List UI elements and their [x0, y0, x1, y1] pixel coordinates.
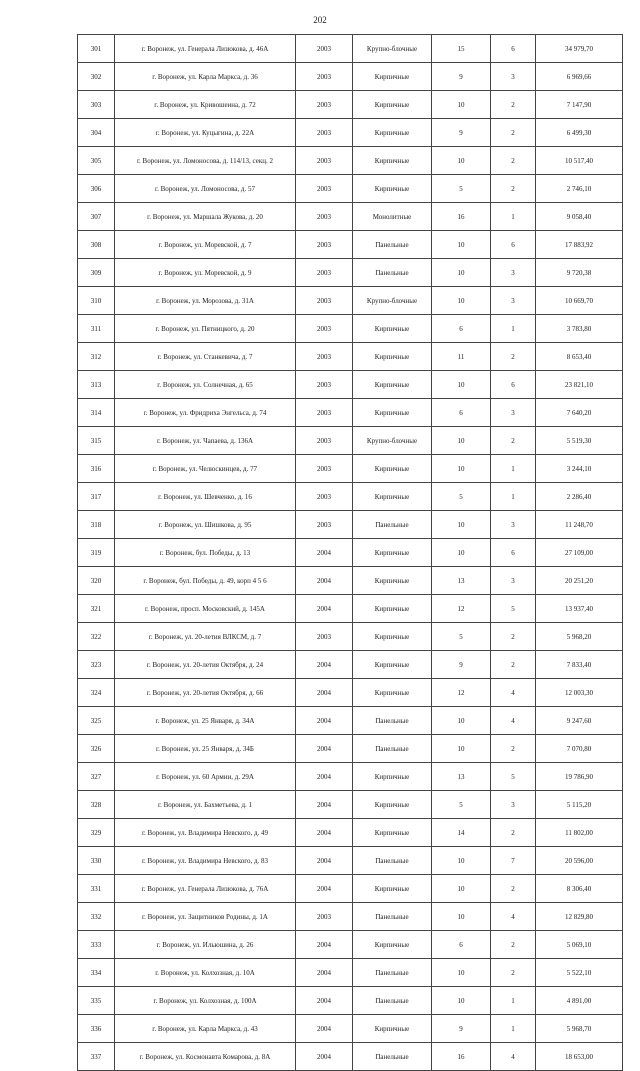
year-cell: 2003: [296, 63, 353, 91]
floors-cell: 9: [432, 1015, 491, 1043]
table-row: [78, 651, 623, 679]
row-number: 302: [78, 63, 115, 91]
table-row: [78, 987, 623, 1015]
row-number: 313: [78, 371, 115, 399]
entrances-cell: 7: [491, 847, 536, 875]
floors-cell: 6: [432, 931, 491, 959]
row-number: 309: [78, 259, 115, 287]
floors-cell: 10: [432, 987, 491, 1015]
table-row: [78, 679, 623, 707]
year-cell: 2003: [296, 119, 353, 147]
floors-cell: 13: [432, 567, 491, 595]
entrances-cell: 1: [491, 315, 536, 343]
area-cell: 9 058,40: [536, 203, 623, 231]
floors-cell: 10: [432, 147, 491, 175]
wall-material-cell: Панельные: [353, 1043, 432, 1071]
year-cell: 2004: [296, 539, 353, 567]
row-number: 335: [78, 987, 115, 1015]
floors-cell: 5: [432, 791, 491, 819]
address-cell: г. Воронеж, бул. Победы, д. 49, корп 4 5 6: [115, 567, 296, 595]
year-cell: 2003: [296, 399, 353, 427]
address-cell: г. Воронеж, ул. Чапаева, д. 136А: [115, 427, 296, 455]
row-number: 317: [78, 483, 115, 511]
entrances-cell: 6: [491, 231, 536, 259]
address-cell: г. Воронеж, ул. Владимира Невского, д. 83: [115, 847, 296, 875]
address-cell: г. Воронеж, просп. Московский, д. 145А: [115, 595, 296, 623]
entrances-cell: 2: [491, 819, 536, 847]
row-number: 326: [78, 735, 115, 763]
wall-material-cell: Панельные: [353, 903, 432, 931]
floors-cell: 10: [432, 371, 491, 399]
floors-cell: 5: [432, 483, 491, 511]
entrances-cell: 2: [491, 119, 536, 147]
year-cell: 2004: [296, 735, 353, 763]
year-cell: 2003: [296, 203, 353, 231]
entrances-cell: 3: [491, 399, 536, 427]
year-cell: 2004: [296, 651, 353, 679]
row-number: 312: [78, 343, 115, 371]
area-cell: 6 499,30: [536, 119, 623, 147]
area-cell: 5 968,20: [536, 623, 623, 651]
wall-material-cell: Панельные: [353, 259, 432, 287]
year-cell: 2003: [296, 371, 353, 399]
table-row: [78, 175, 623, 203]
wall-material-cell: Кирпичные: [353, 483, 432, 511]
address-cell: г. Воронеж, ул. Моревской, д. 7: [115, 231, 296, 259]
address-cell: г. Воронеж, ул. Шишкова, д. 95: [115, 511, 296, 539]
wall-material-cell: Кирпичные: [353, 623, 432, 651]
entrances-cell: 3: [491, 511, 536, 539]
floors-cell: 10: [432, 707, 491, 735]
address-cell: г. Воронеж, ул. Колхозная, д. 100А: [115, 987, 296, 1015]
table-row: [78, 147, 623, 175]
wall-material-cell: Кирпичные: [353, 595, 432, 623]
entrances-cell: 4: [491, 1043, 536, 1071]
address-cell: г. Воронеж, ул. Пятницкого, д. 20: [115, 315, 296, 343]
area-cell: 2 286,40: [536, 483, 623, 511]
wall-material-cell: Кирпичные: [353, 819, 432, 847]
row-number: 305: [78, 147, 115, 175]
area-cell: 17 883,92: [536, 231, 623, 259]
table-row: [78, 539, 623, 567]
year-cell: 2003: [296, 511, 353, 539]
area-cell: 13 937,40: [536, 595, 623, 623]
wall-material-cell: Кирпичные: [353, 455, 432, 483]
year-cell: 2004: [296, 791, 353, 819]
wall-material-cell: Панельные: [353, 707, 432, 735]
wall-material-cell: Панельные: [353, 847, 432, 875]
wall-material-cell: Кирпичные: [353, 119, 432, 147]
row-number: 322: [78, 623, 115, 651]
address-cell: г. Воронеж, ул. Защитников Родины, д. 1А: [115, 903, 296, 931]
year-cell: 2003: [296, 175, 353, 203]
year-cell: 2003: [296, 623, 353, 651]
row-number: 330: [78, 847, 115, 875]
table-row: [78, 623, 623, 651]
area-cell: 11 802,00: [536, 819, 623, 847]
row-number: 306: [78, 175, 115, 203]
table-row: [78, 1015, 623, 1043]
area-cell: 5 069,10: [536, 931, 623, 959]
table-row: [78, 511, 623, 539]
row-number: 315: [78, 427, 115, 455]
address-cell: г. Воронеж, ул. Карла Маркса, д. 36: [115, 63, 296, 91]
address-cell: г. Воронеж, ул. Бахметьева, д. 1: [115, 791, 296, 819]
floors-cell: 9: [432, 119, 491, 147]
wall-material-cell: Кирпичные: [353, 679, 432, 707]
entrances-cell: 2: [491, 735, 536, 763]
area-cell: 5 522,10: [536, 959, 623, 987]
year-cell: 2003: [296, 315, 353, 343]
wall-material-cell: Кирпичные: [353, 567, 432, 595]
entrances-cell: 2: [491, 875, 536, 903]
floors-cell: 13: [432, 763, 491, 791]
wall-material-cell: Кирпичные: [353, 763, 432, 791]
address-cell: г. Воронеж, ул. Маршала Жукова, д. 20: [115, 203, 296, 231]
address-cell: г. Воронеж, ул. Куцыгина, д. 22А: [115, 119, 296, 147]
wall-material-cell: Панельные: [353, 511, 432, 539]
address-cell: г. Воронеж, ул. Колхозная, д. 10А: [115, 959, 296, 987]
table-row: [78, 427, 623, 455]
row-number: 314: [78, 399, 115, 427]
table-row: [78, 119, 623, 147]
year-cell: 2004: [296, 763, 353, 791]
table-row: [78, 735, 623, 763]
row-number: 319: [78, 539, 115, 567]
floors-cell: 6: [432, 315, 491, 343]
entrances-cell: 2: [491, 343, 536, 371]
floors-cell: 10: [432, 455, 491, 483]
wall-material-cell: Крупно-блочные: [353, 35, 432, 63]
entrances-cell: 2: [491, 623, 536, 651]
row-number: 331: [78, 875, 115, 903]
address-cell: г. Воронеж, ул. Генерала Лизюкова, д. 46А: [115, 35, 296, 63]
address-cell: г. Воронеж, ул. Шевченко, д. 16: [115, 483, 296, 511]
address-cell: г. Воронеж, бул. Победы, д. 13: [115, 539, 296, 567]
table-row: [78, 847, 623, 875]
area-cell: 12 003,30: [536, 679, 623, 707]
address-cell: г. Воронеж, ул. Карла Маркса, д. 43: [115, 1015, 296, 1043]
floors-cell: 10: [432, 735, 491, 763]
year-cell: 2003: [296, 35, 353, 63]
address-cell: г. Воронеж, ул. Ломоносова, д. 57: [115, 175, 296, 203]
area-cell: 7 070,80: [536, 735, 623, 763]
address-cell: г. Воронеж, ул. Фридриха Энгельса, д. 74: [115, 399, 296, 427]
entrances-cell: 2: [491, 931, 536, 959]
table-row: [78, 455, 623, 483]
floors-cell: 14: [432, 819, 491, 847]
area-cell: 9 247,60: [536, 707, 623, 735]
row-number: 323: [78, 651, 115, 679]
entrances-cell: 4: [491, 679, 536, 707]
address-cell: г. Воронеж, ул. 60 Армии, д. 29А: [115, 763, 296, 791]
table-row: [78, 315, 623, 343]
address-cell: г. Воронеж, ул. Генерала Лизюкова, д. 76А: [115, 875, 296, 903]
address-cell: г. Воронеж, ул. Станкевича, д. 7: [115, 343, 296, 371]
table-row: [78, 203, 623, 231]
floors-cell: 9: [432, 63, 491, 91]
entrances-cell: 3: [491, 287, 536, 315]
table-row: [78, 567, 623, 595]
address-cell: г. Воронеж, ул. 20-летия Октября, д. 66: [115, 679, 296, 707]
table-row: [78, 763, 623, 791]
area-cell: 10 517,40: [536, 147, 623, 175]
entrances-cell: 2: [491, 651, 536, 679]
area-cell: 5 519,30: [536, 427, 623, 455]
year-cell: 2004: [296, 679, 353, 707]
floors-cell: 10: [432, 903, 491, 931]
area-cell: 2 746,10: [536, 175, 623, 203]
address-cell: г. Воронеж, ул. Ильюшина, д. 26: [115, 931, 296, 959]
table-row: [78, 819, 623, 847]
year-cell: 2003: [296, 287, 353, 315]
row-number: 336: [78, 1015, 115, 1043]
year-cell: 2003: [296, 231, 353, 259]
table-row: [78, 875, 623, 903]
area-cell: 11 248,70: [536, 511, 623, 539]
year-cell: 2004: [296, 819, 353, 847]
floors-cell: 9: [432, 651, 491, 679]
address-cell: г. Воронеж, ул. Моревской, д. 9: [115, 259, 296, 287]
entrances-cell: 3: [491, 567, 536, 595]
table-row: [78, 707, 623, 735]
row-number: 333: [78, 931, 115, 959]
wall-material-cell: Кирпичные: [353, 791, 432, 819]
area-cell: 5 968,70: [536, 1015, 623, 1043]
floors-cell: 10: [432, 539, 491, 567]
row-number: 304: [78, 119, 115, 147]
wall-material-cell: Кирпичные: [353, 651, 432, 679]
entrances-cell: 2: [491, 91, 536, 119]
wall-material-cell: Панельные: [353, 735, 432, 763]
floors-cell: 10: [432, 959, 491, 987]
row-number: 308: [78, 231, 115, 259]
year-cell: 2003: [296, 903, 353, 931]
wall-material-cell: Кирпичные: [353, 371, 432, 399]
entrances-cell: 1: [491, 987, 536, 1015]
wall-material-cell: Кирпичные: [353, 875, 432, 903]
wall-material-cell: Панельные: [353, 959, 432, 987]
table-row: [78, 371, 623, 399]
floors-cell: 12: [432, 679, 491, 707]
wall-material-cell: Панельные: [353, 231, 432, 259]
table-body: [78, 35, 623, 1071]
floors-cell: 16: [432, 1043, 491, 1071]
entrances-cell: 2: [491, 427, 536, 455]
row-number: 320: [78, 567, 115, 595]
floors-cell: 10: [432, 427, 491, 455]
table-row: [78, 959, 623, 987]
row-number: 324: [78, 679, 115, 707]
entrances-cell: 3: [491, 259, 536, 287]
floors-cell: 10: [432, 287, 491, 315]
address-cell: г. Воронеж, ул. Кривошеина, д. 72: [115, 91, 296, 119]
wall-material-cell: Кирпичные: [353, 539, 432, 567]
row-number: 321: [78, 595, 115, 623]
address-cell: г. Воронеж, ул. Владимира Невского, д. 49: [115, 819, 296, 847]
wall-material-cell: Кирпичные: [353, 315, 432, 343]
table-row: [78, 259, 623, 287]
area-cell: 3 244,10: [536, 455, 623, 483]
table-row: [78, 35, 623, 63]
wall-material-cell: Кирпичные: [353, 91, 432, 119]
table-row: [78, 287, 623, 315]
table-row: [78, 399, 623, 427]
table-row: [78, 791, 623, 819]
row-number: 303: [78, 91, 115, 119]
row-number: 307: [78, 203, 115, 231]
wall-material-cell: Кирпичные: [353, 63, 432, 91]
entrances-cell: 1: [491, 483, 536, 511]
area-cell: 10 669,70: [536, 287, 623, 315]
address-cell: г. Воронеж, ул. 20-летия ВЛКСМ, д. 7: [115, 623, 296, 651]
year-cell: 2004: [296, 875, 353, 903]
area-cell: 23 821,10: [536, 371, 623, 399]
table-row: [78, 1043, 623, 1071]
row-number: 325: [78, 707, 115, 735]
wall-material-cell: Кирпичные: [353, 1015, 432, 1043]
floors-cell: 15: [432, 35, 491, 63]
year-cell: 2004: [296, 1043, 353, 1071]
row-number: 328: [78, 791, 115, 819]
address-cell: г. Воронеж, ул. Солнечная, д. 65: [115, 371, 296, 399]
page-number: 202: [313, 15, 327, 25]
floors-cell: 10: [432, 231, 491, 259]
row-number: 337: [78, 1043, 115, 1071]
year-cell: 2003: [296, 483, 353, 511]
entrances-cell: 3: [491, 791, 536, 819]
year-cell: 2004: [296, 567, 353, 595]
floors-cell: 5: [432, 175, 491, 203]
entrances-cell: 2: [491, 147, 536, 175]
wall-material-cell: Монолитные: [353, 203, 432, 231]
row-number: 301: [78, 35, 115, 63]
year-cell: 2004: [296, 959, 353, 987]
row-number: 332: [78, 903, 115, 931]
year-cell: 2003: [296, 427, 353, 455]
address-cell: г. Воронеж, ул. Космонавта Комарова, д. 8А: [115, 1043, 296, 1071]
address-cell: г. Воронеж, ул. 25 Января, д. 34Б: [115, 735, 296, 763]
wall-material-cell: Крупно-блочные: [353, 427, 432, 455]
area-cell: 3 783,80: [536, 315, 623, 343]
row-number: 316: [78, 455, 115, 483]
area-cell: 20 251,20: [536, 567, 623, 595]
year-cell: 2003: [296, 455, 353, 483]
area-cell: 7 640,20: [536, 399, 623, 427]
entrances-cell: 5: [491, 763, 536, 791]
area-cell: 27 109,00: [536, 539, 623, 567]
table-row: [78, 931, 623, 959]
entrances-cell: 4: [491, 903, 536, 931]
area-cell: 4 891,00: [536, 987, 623, 1015]
entrances-cell: 6: [491, 371, 536, 399]
area-cell: 18 653,00: [536, 1043, 623, 1071]
housing-table: [77, 34, 623, 1071]
floors-cell: 16: [432, 203, 491, 231]
floors-cell: 12: [432, 595, 491, 623]
row-number: 334: [78, 959, 115, 987]
entrances-cell: 1: [491, 1015, 536, 1043]
year-cell: 2004: [296, 707, 353, 735]
floors-cell: 10: [432, 511, 491, 539]
entrances-cell: 1: [491, 455, 536, 483]
floors-cell: 10: [432, 259, 491, 287]
wall-material-cell: Панельные: [353, 987, 432, 1015]
address-cell: г. Воронеж, ул. Ломоносова, д. 114/13, секц. 2: [115, 147, 296, 175]
floors-cell: 10: [432, 91, 491, 119]
floors-cell: 6: [432, 399, 491, 427]
entrances-cell: 3: [491, 63, 536, 91]
area-cell: 7 833,40: [536, 651, 623, 679]
entrances-cell: 2: [491, 175, 536, 203]
row-number: 318: [78, 511, 115, 539]
table-row: [78, 343, 623, 371]
entrances-cell: 2: [491, 959, 536, 987]
area-cell: 8 653,40: [536, 343, 623, 371]
year-cell: 2003: [296, 91, 353, 119]
wall-material-cell: Кирпичные: [353, 343, 432, 371]
area-cell: 19 786,90: [536, 763, 623, 791]
area-cell: 6 969,66: [536, 63, 623, 91]
table-row: [78, 91, 623, 119]
table-row: [78, 903, 623, 931]
year-cell: 2004: [296, 931, 353, 959]
floors-cell: 10: [432, 847, 491, 875]
wall-material-cell: Кирпичные: [353, 399, 432, 427]
area-cell: 20 596,00: [536, 847, 623, 875]
area-cell: 34 979,70: [536, 35, 623, 63]
table-row: [78, 63, 623, 91]
address-cell: г. Воронеж, ул. Морозова, д. 31А: [115, 287, 296, 315]
table-row: [78, 483, 623, 511]
area-cell: 5 115,20: [536, 791, 623, 819]
area-cell: 9 720,38: [536, 259, 623, 287]
address-cell: г. Воронеж, ул. 25 Января, д. 34А: [115, 707, 296, 735]
year-cell: 2004: [296, 987, 353, 1015]
wall-material-cell: Кирпичные: [353, 147, 432, 175]
entrances-cell: 6: [491, 539, 536, 567]
floors-cell: 10: [432, 875, 491, 903]
entrances-cell: 6: [491, 35, 536, 63]
wall-material-cell: Крупно-блочные: [353, 287, 432, 315]
area-cell: 12 829,80: [536, 903, 623, 931]
year-cell: 2004: [296, 847, 353, 875]
year-cell: 2004: [296, 1015, 353, 1043]
area-cell: 7 147,90: [536, 91, 623, 119]
floors-cell: 5: [432, 623, 491, 651]
row-number: 311: [78, 315, 115, 343]
address-cell: г. Воронеж, ул. Челюскинцев, д. 77: [115, 455, 296, 483]
year-cell: 2003: [296, 343, 353, 371]
entrances-cell: 5: [491, 595, 536, 623]
entrances-cell: 4: [491, 707, 536, 735]
year-cell: 2003: [296, 259, 353, 287]
wall-material-cell: Кирпичные: [353, 175, 432, 203]
area-cell: 8 306,40: [536, 875, 623, 903]
year-cell: 2003: [296, 147, 353, 175]
address-cell: г. Воронеж, ул. 20-летия Октября, д. 24: [115, 651, 296, 679]
entrances-cell: 1: [491, 203, 536, 231]
year-cell: 2004: [296, 595, 353, 623]
row-number: 329: [78, 819, 115, 847]
row-number: 310: [78, 287, 115, 315]
table-row: [78, 595, 623, 623]
floors-cell: 11: [432, 343, 491, 371]
wall-material-cell: Кирпичные: [353, 931, 432, 959]
row-number: 327: [78, 763, 115, 791]
table-row: [78, 231, 623, 259]
